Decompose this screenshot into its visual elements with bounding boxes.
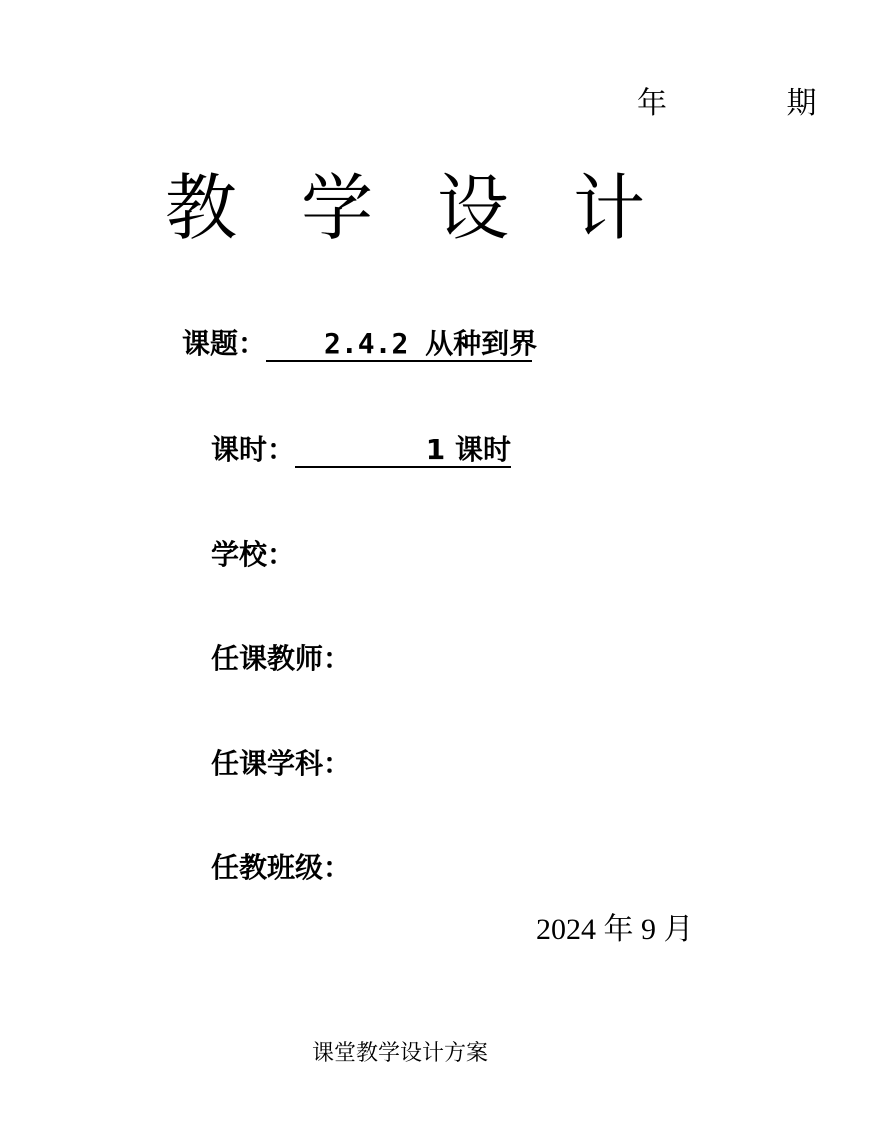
- subject-row: [211, 747, 352, 780]
- term-label: 年 期: [637, 86, 872, 121]
- topic-label: 课题：: [182, 327, 267, 360]
- footer-text: 课堂教学设计方案: [311, 1041, 488, 1066]
- teacher-row: [211, 642, 352, 675]
- hours-row: [211, 433, 512, 468]
- topic-value: 2.4.2 从种到界: [266, 330, 532, 362]
- hours-value: 1 课时: [295, 436, 511, 468]
- teacher-label: 任课教师：: [211, 642, 352, 675]
- class-label: 任教班级：: [211, 851, 352, 884]
- topic-row: [182, 327, 538, 362]
- hours-label: 课时：: [211, 433, 296, 466]
- document-date: 2024 年 9 月: [536, 913, 694, 946]
- subject-label: 任课学科：: [211, 747, 352, 780]
- document-title: 教学设计: [165, 166, 710, 250]
- class-row: [211, 851, 352, 884]
- school-label: 学校：: [211, 538, 296, 571]
- school-row: [211, 538, 296, 571]
